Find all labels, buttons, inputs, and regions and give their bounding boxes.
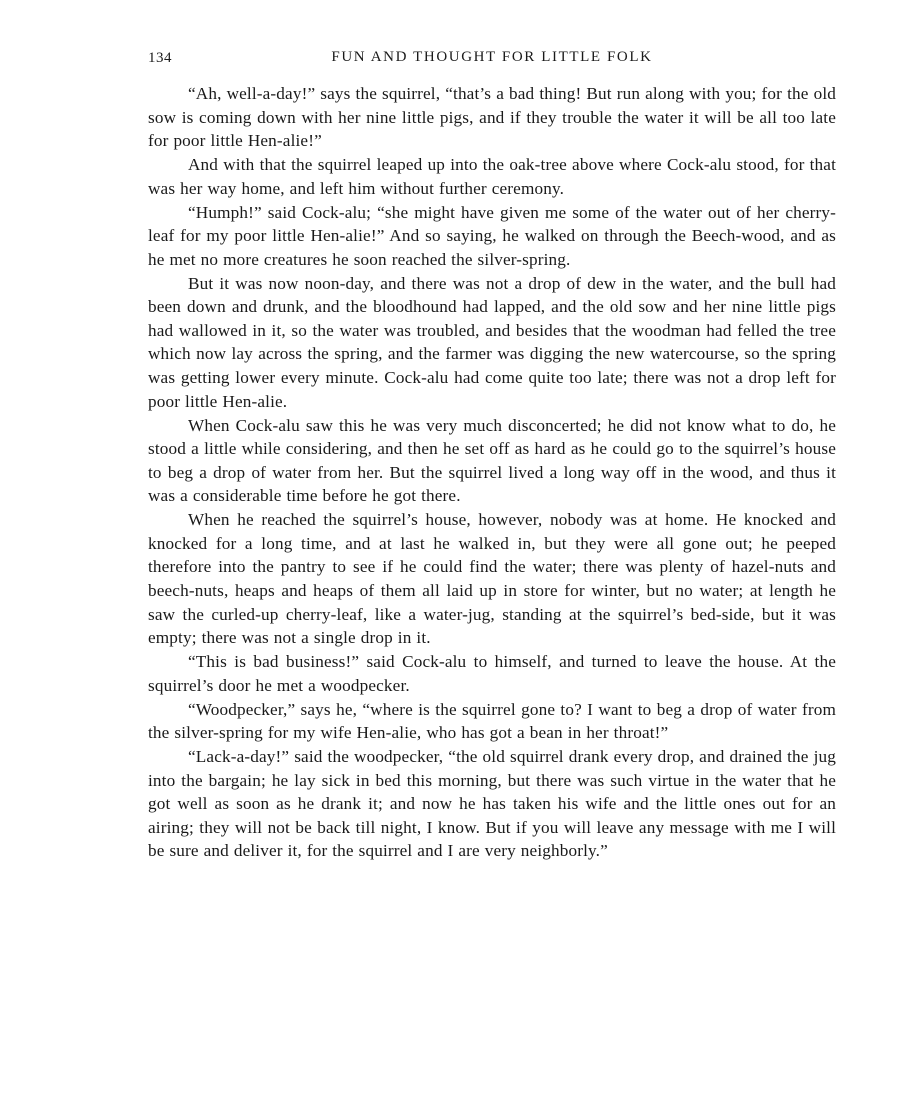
paragraph: And with that the squirrel leaped up into the oak-tree above where Cock-alu stood, for that was her way home, and left him without further ceremony.: [148, 155, 836, 198]
body-text: [148, 82, 836, 863]
page-number: 134: [148, 50, 172, 66]
book-page: [148, 40, 836, 1040]
running-head: [148, 40, 836, 70]
paragraph: When he reached the squirrel’s house, however, nobody was at home. He knocked and knocked for a long time, and at last he walked in, but they were all gone out; he peeped therefore into the pantry to see if he could find the water; there was plenty of hazel-nuts and beech-nuts, heaps and heaps of them all laid up in store for winter, but no water; at length he saw the curled-up cherry-leaf, like a water-jug, standing at the squirrel’s bed-side, but it was empty; there was not a single drop in it.: [148, 510, 836, 648]
paragraph: But it was now noon-day, and there was not a drop of dew in the water, and the bull had been down and drunk, and the bloodhound had lapped, and the old sow and her nine little pigs had wallowed in it, so the water was troubled, and besides that the woodman had felled the tree which now lay across the spring, and the farmer was digging the new watercourse, so the spring was getting lower every minute. Cock-alu had come quite too late; there was not a drop left for poor little Hen-alie.: [148, 273, 836, 411]
paragraph: “Lack-a-day!” said the woodpecker, “the old squirrel drank every drop, and drained the jug into the bargain; he lay sick in bed this morning, but there was such virtue in the water that he got well as soon as he drank it; and now he has taken his wife and the little ones out for an airing; they will not be back till night, I know. But if you will leave any message with me I will be sure and deliver it, for the squirrel and I are very neighborly.”: [148, 747, 836, 861]
paragraph: When Cock-alu saw this he was very much disconcerted; he did not know what to do, he stood a little while considering, and then he set off as hard as he could go to the squirrel’s house to beg a drop of water from her. But the squirrel lived a long way off in the wood, and thus it was a considerable time before he got there.: [148, 415, 836, 506]
paragraph: “This is bad business!” said Cock-alu to himself, and turned to leave the house. At the squirrel’s door he met a woodpecker.: [148, 652, 836, 695]
paragraph: “Woodpecker,” says he, “where is the squirrel gone to? I want to beg a drop of water from the silver-spring for my wife Hen-alie, who has got a bean in her throat!”: [148, 699, 836, 743]
paragraph: “Ah, well-a-day!” says the squirrel, “that’s a bad thing! But run along with you; for the old sow is coming down with her nine little pigs, and if they trouble the water it will be all too late for poor little Hen-alie!”: [148, 84, 836, 151]
paragraph: “Humph!” said Cock-alu; “she might have given me some of the water out of her cherry-leaf for my poor little Hen-alie!” And so saying, he walked on through the Beech-wood, and as he met no more creatures he soon reached the silver-spring.: [148, 202, 836, 269]
running-title: FUN AND THOUGHT FOR LITTLE FOLK: [331, 49, 653, 65]
